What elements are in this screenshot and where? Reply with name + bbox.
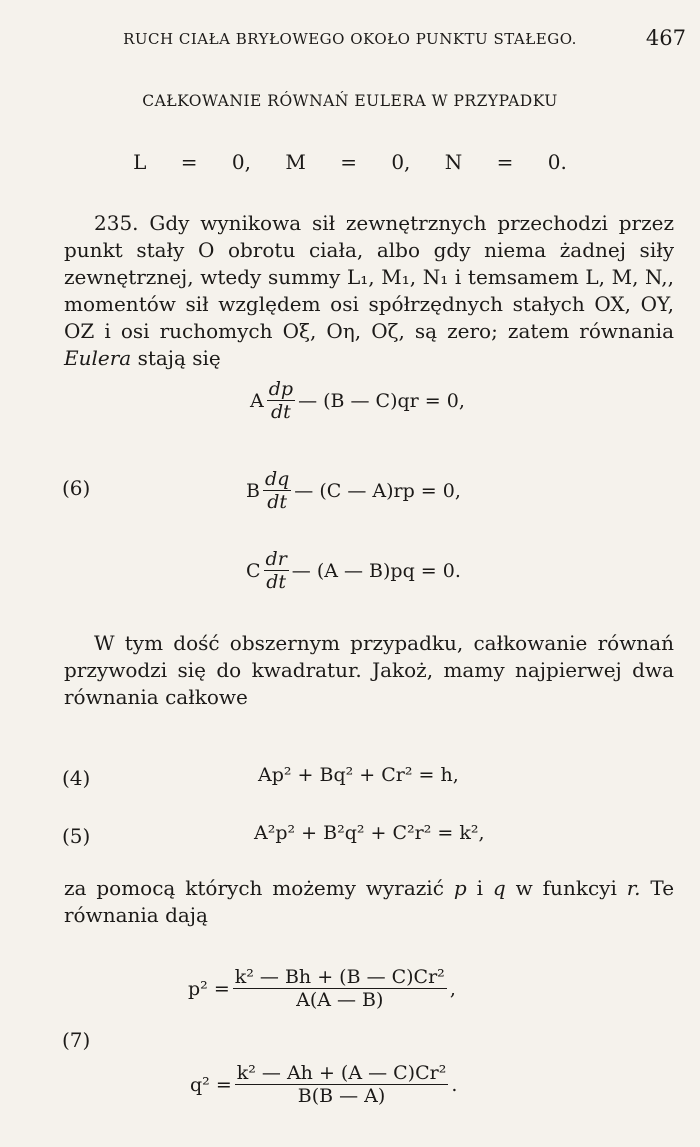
coef: C: [246, 559, 261, 582]
equation-rest: — (B — C)qr = 0,: [298, 389, 465, 412]
denominator: dt: [266, 571, 287, 593]
euler-equation-3: [246, 548, 461, 593]
p-squared-equation: [188, 966, 456, 1011]
condition-equation: L = 0, M = 0, N = 0.: [133, 150, 567, 174]
var-r: r.: [626, 876, 641, 900]
lhs: q² =: [190, 1073, 232, 1096]
q-squared-equation: [190, 1062, 457, 1107]
fraction: [235, 1062, 449, 1107]
numerator: k² — Ah + (A — C)Cr²: [236, 1062, 447, 1084]
equation-label-6: (6): [62, 476, 91, 500]
lhs: p² =: [188, 977, 230, 1000]
euler-equation-2: [246, 468, 461, 513]
page-number: 467: [645, 26, 686, 50]
coef: B: [246, 479, 260, 502]
equation-label-5: (5): [62, 824, 91, 848]
text: Te równania dają: [64, 876, 675, 927]
coef: A: [250, 389, 264, 412]
paragraph-wyrazic: [64, 875, 674, 929]
paragraph-text-end: stają się: [137, 346, 221, 370]
punctuation: .: [451, 1073, 458, 1096]
numerator: k² — Bh + (B — C)Cr²: [234, 966, 445, 988]
equation-label-4: (4): [62, 766, 91, 790]
paragraph-number: 235.: [94, 211, 139, 235]
derivative: [263, 468, 291, 513]
energy-equation: Ap² + Bq² + Cr² = h,: [258, 764, 459, 786]
derivative: [264, 548, 289, 593]
equation-label-7: (7): [62, 1028, 91, 1052]
denominator: B(B — A): [297, 1085, 386, 1107]
equation-rest: — (C — A)rp = 0,: [294, 479, 461, 502]
numerator: dp: [268, 378, 294, 400]
euler-equation-1: [250, 378, 465, 423]
section-title: CAŁKOWANIE RÓWNAŃ EULERA W PRZYPADKU: [142, 92, 558, 110]
running-head: RUCH CIAŁA BRYŁOWEGO OKOŁO PUNKTU STAŁEGO.: [123, 30, 577, 48]
text: i: [476, 876, 483, 900]
momentum-equation: A²p² + B²q² + C²r² = k²,: [254, 822, 485, 844]
equation-rest: — (A — B)pq = 0.: [291, 559, 461, 582]
paragraph-kwadratury: W tym dość obszernym przypadku, całkowanie równań przywodzi się do kwadratur. Jakoż, mamy najpierwej dwa równania całkowe: [64, 631, 674, 709]
punctuation: ,: [449, 977, 456, 1000]
text: w funkcyi: [515, 876, 617, 900]
text: za pomocą których możemy wyrazić: [64, 876, 444, 900]
denominator: A(A — B): [296, 989, 384, 1011]
denominator: dt: [267, 491, 288, 513]
paragraph-235: [64, 210, 674, 372]
paragraph-text: Gdy wynikowa sił zewnętrznych przechodzi przez punkt stały O obrotu ciała, albo gdy niema żadnej siły zewnętrznej, wtedy summy L₁, M₁, N₁ i temsamem L, M, N,, momentów sił względem osi spółrzędnych stałych OX, OY, OZ i osi ruchomych Oξ, Oη, Oζ, są zero; zatem równania: [64, 211, 674, 343]
numerator: dq: [264, 468, 290, 490]
fraction: [233, 966, 447, 1011]
emphasis-eulera: Eulera: [64, 346, 132, 370]
var-q: q: [492, 876, 506, 900]
var-p: p: [453, 876, 467, 900]
derivative: [267, 378, 295, 423]
denominator: dt: [270, 401, 291, 423]
numerator: dr: [265, 548, 287, 570]
